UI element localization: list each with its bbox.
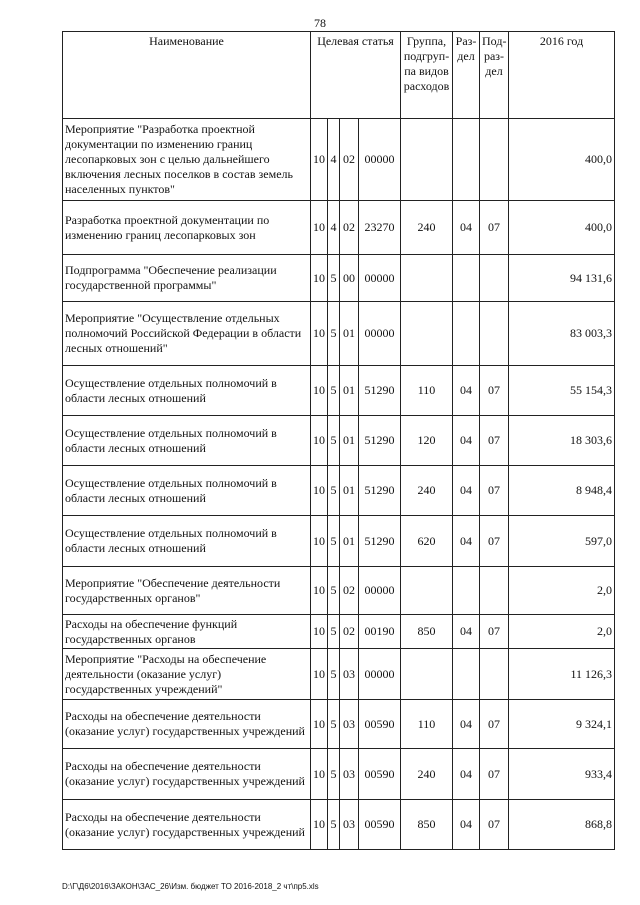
target-code-subprogram: 5 — [328, 416, 340, 466]
subsection-cell: 07 — [480, 700, 509, 749]
header-expense-group: Группа, подгруп-па видов расходов — [401, 32, 453, 119]
target-code-direction: 51290 — [359, 366, 401, 416]
row-name: Мероприятие "Расходы на обеспечение деятельности (оказание услуг) государственных учреждений" — [63, 649, 311, 700]
target-code-subprogram: 5 — [328, 700, 340, 749]
target-code-direction: 00590 — [359, 749, 401, 800]
section-cell: 04 — [453, 615, 480, 649]
table-row — [63, 615, 615, 649]
subsection-cell: 07 — [480, 366, 509, 416]
section-cell: 04 — [453, 416, 480, 466]
section-cell: 04 — [453, 749, 480, 800]
header-year: 2016 год — [509, 32, 615, 119]
target-code-direction: 51290 — [359, 466, 401, 516]
amount-cell: 933,4 — [509, 749, 615, 800]
row-name: Разработка проектной документации по изменению границ лесопарковых зон — [63, 201, 311, 255]
target-code-subprogram: 5 — [328, 255, 340, 302]
section-cell — [453, 567, 480, 615]
target-code-event: 03 — [340, 649, 359, 700]
target-code-program: 10 — [311, 201, 328, 255]
target-code-event: 03 — [340, 700, 359, 749]
subsection-cell: 07 — [480, 800, 509, 850]
target-code-subprogram: 5 — [328, 466, 340, 516]
target-code-subprogram: 5 — [328, 749, 340, 800]
table-row — [63, 366, 615, 416]
amount-cell: 2,0 — [509, 567, 615, 615]
row-name: Расходы на обеспечение деятельности (оказание услуг) государственных учреждений — [63, 749, 311, 800]
target-code-subprogram: 5 — [328, 615, 340, 649]
table-row — [63, 516, 615, 567]
target-code-program: 10 — [311, 649, 328, 700]
target-code-direction: 00000 — [359, 255, 401, 302]
header-target-article: Целевая статья — [311, 32, 401, 119]
row-name: Мероприятие "Обеспечение деятельности государственных органов" — [63, 567, 311, 615]
expense-group-cell: 240 — [401, 466, 453, 516]
target-code-event: 02 — [340, 201, 359, 255]
target-code-direction: 00000 — [359, 649, 401, 700]
target-code-direction: 51290 — [359, 416, 401, 466]
table-row — [63, 302, 615, 366]
target-code-subprogram: 5 — [328, 649, 340, 700]
table-row — [63, 567, 615, 615]
target-code-program: 10 — [311, 255, 328, 302]
subsection-cell — [480, 649, 509, 700]
amount-cell: 400,0 — [509, 119, 615, 201]
expense-group-cell: 110 — [401, 700, 453, 749]
budget-table — [62, 31, 615, 850]
amount-cell: 11 126,3 — [509, 649, 615, 700]
section-cell: 04 — [453, 516, 480, 567]
target-code-event: 01 — [340, 416, 359, 466]
target-code-subprogram: 5 — [328, 516, 340, 567]
target-code-direction: 23270 — [359, 201, 401, 255]
target-code-event: 03 — [340, 800, 359, 850]
target-code-program: 10 — [311, 567, 328, 615]
target-code-event: 01 — [340, 302, 359, 366]
expense-group-cell — [401, 255, 453, 302]
target-code-program: 10 — [311, 615, 328, 649]
target-code-event: 02 — [340, 567, 359, 615]
table-row — [63, 800, 615, 850]
amount-cell: 597,0 — [509, 516, 615, 567]
target-code-direction: 00590 — [359, 700, 401, 749]
target-code-subprogram: 5 — [328, 366, 340, 416]
target-code-event: 01 — [340, 466, 359, 516]
row-name: Мероприятие "Осуществление отдельных полномочий Российской Федерации в области лесных отношений" — [63, 302, 311, 366]
target-code-direction: 00190 — [359, 615, 401, 649]
target-code-direction: 00000 — [359, 119, 401, 201]
target-code-program: 10 — [311, 119, 328, 201]
header-subsection: Под-раз-дел — [480, 32, 509, 119]
subsection-cell: 07 — [480, 516, 509, 567]
target-code-direction: 00590 — [359, 800, 401, 850]
target-code-subprogram: 5 — [328, 800, 340, 850]
section-cell — [453, 649, 480, 700]
table-row — [63, 201, 615, 255]
amount-cell: 55 154,3 — [509, 366, 615, 416]
table-row — [63, 119, 615, 201]
target-code-event: 02 — [340, 615, 359, 649]
section-cell: 04 — [453, 201, 480, 255]
table-row — [63, 255, 615, 302]
expense-group-cell: 120 — [401, 416, 453, 466]
file-path-footer: D:\Г\Д6\2016\ЗАКОН\ЗАС_26\Изм. бюджет ТО 2016-2018_2 чт\пр5.xls — [62, 882, 319, 891]
target-code-direction: 00000 — [359, 302, 401, 366]
section-cell: 04 — [453, 800, 480, 850]
table-row — [63, 649, 615, 700]
target-code-direction: 51290 — [359, 516, 401, 567]
amount-cell: 8 948,4 — [509, 466, 615, 516]
target-code-program: 10 — [311, 466, 328, 516]
row-name: Расходы на обеспечение деятельности (оказание услуг) государственных учреждений — [63, 700, 311, 749]
row-name: Осуществление отдельных полномочий в области лесных отношений — [63, 366, 311, 416]
target-code-subprogram: 5 — [328, 302, 340, 366]
target-code-subprogram: 4 — [328, 119, 340, 201]
header-section: Раз-дел — [453, 32, 480, 119]
amount-cell: 400,0 — [509, 201, 615, 255]
expense-group-cell — [401, 119, 453, 201]
table-header — [63, 32, 615, 119]
target-code-program: 10 — [311, 302, 328, 366]
table-row — [63, 700, 615, 749]
section-cell: 04 — [453, 366, 480, 416]
subsection-cell — [480, 119, 509, 201]
expense-group-cell: 850 — [401, 800, 453, 850]
target-code-direction: 00000 — [359, 567, 401, 615]
target-code-event: 00 — [340, 255, 359, 302]
row-name: Расходы на обеспечение функций государственных органов — [63, 615, 311, 649]
expense-group-cell — [401, 302, 453, 366]
target-code-program: 10 — [311, 800, 328, 850]
subsection-cell: 07 — [480, 749, 509, 800]
expense-group-cell: 110 — [401, 366, 453, 416]
expense-group-cell — [401, 649, 453, 700]
row-name: Мероприятие "Разработка проектной документации по изменению границ лесопарковых зон с целью дальнейшего включения лесных поселков в состав земель населенных пунктов" — [63, 119, 311, 201]
table-row — [63, 466, 615, 516]
table-row — [63, 416, 615, 466]
amount-cell: 83 003,3 — [509, 302, 615, 366]
row-name: Осуществление отдельных полномочий в области лесных отношений — [63, 466, 311, 516]
row-name: Осуществление отдельных полномочий в области лесных отношений — [63, 516, 311, 567]
subsection-cell: 07 — [480, 466, 509, 516]
subsection-cell — [480, 255, 509, 302]
header-name: Наименование — [63, 32, 311, 119]
row-name: Расходы на обеспечение деятельности (оказание услуг) государственных учреждений — [63, 800, 311, 850]
subsection-cell: 07 — [480, 615, 509, 649]
target-code-event: 01 — [340, 366, 359, 416]
header-row — [63, 32, 615, 119]
expense-group-cell: 850 — [401, 615, 453, 649]
target-code-subprogram: 4 — [328, 201, 340, 255]
target-code-program: 10 — [311, 700, 328, 749]
row-name: Осуществление отдельных полномочий в области лесных отношений — [63, 416, 311, 466]
target-code-event: 03 — [340, 749, 359, 800]
row-name: Подпрограмма "Обеспечение реализации государственной программы" — [63, 255, 311, 302]
subsection-cell — [480, 302, 509, 366]
amount-cell: 94 131,6 — [509, 255, 615, 302]
expense-group-cell: 240 — [401, 201, 453, 255]
target-code-program: 10 — [311, 749, 328, 800]
expense-group-cell — [401, 567, 453, 615]
target-code-program: 10 — [311, 366, 328, 416]
expense-group-cell: 620 — [401, 516, 453, 567]
subsection-cell — [480, 567, 509, 615]
subsection-cell: 07 — [480, 416, 509, 466]
amount-cell: 18 303,6 — [509, 416, 615, 466]
amount-cell: 2,0 — [509, 615, 615, 649]
target-code-program: 10 — [311, 516, 328, 567]
section-cell — [453, 302, 480, 366]
section-cell: 04 — [453, 466, 480, 516]
subsection-cell: 07 — [480, 201, 509, 255]
page-number: 78 — [314, 16, 326, 30]
target-code-program: 10 — [311, 416, 328, 466]
target-code-event: 01 — [340, 516, 359, 567]
target-code-subprogram: 5 — [328, 567, 340, 615]
table-body — [63, 119, 615, 850]
table-row — [63, 749, 615, 800]
amount-cell: 868,8 — [509, 800, 615, 850]
section-cell: 04 — [453, 700, 480, 749]
target-code-event: 02 — [340, 119, 359, 201]
section-cell — [453, 255, 480, 302]
expense-group-cell: 240 — [401, 749, 453, 800]
section-cell — [453, 119, 480, 201]
amount-cell: 9 324,1 — [509, 700, 615, 749]
